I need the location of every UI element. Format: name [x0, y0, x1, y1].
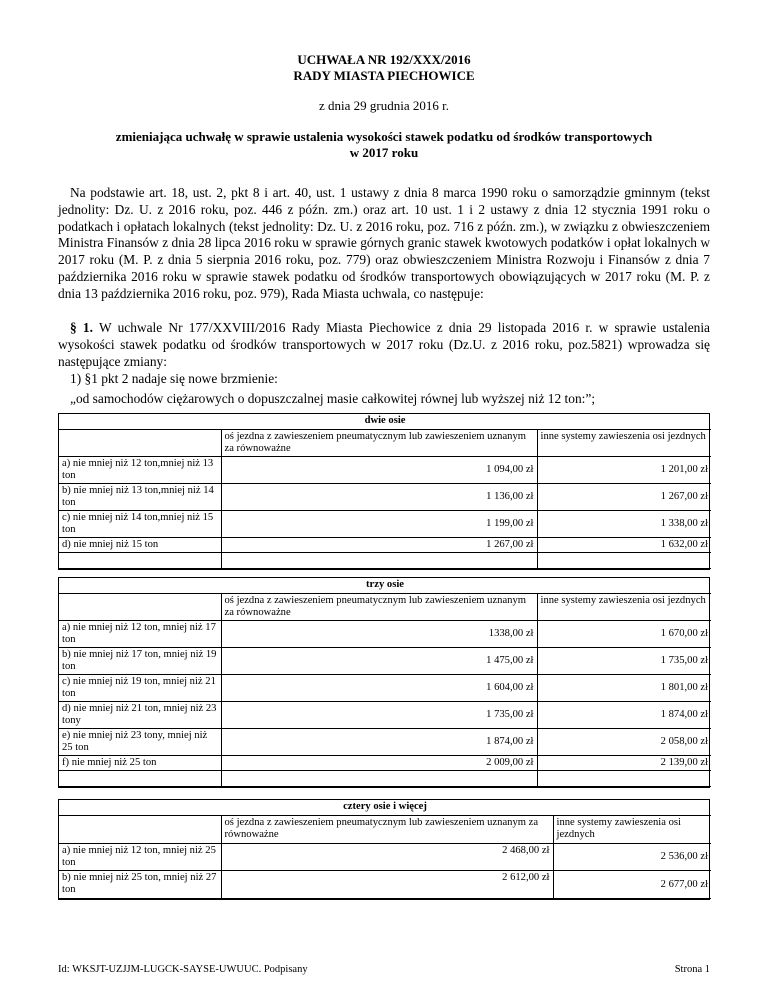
rate-pneumatic: 1 874,00 zł — [221, 729, 537, 756]
subject-line-1: zmieniająca uchwałę w sprawie ustalenia wysokości stawek podatku od środków transportowych — [115, 129, 653, 144]
council-name: RADY MIASTA PIECHOWICE — [293, 68, 475, 83]
paragraph-1 — [58, 320, 710, 370]
row-label: b) nie mniej niż 13 ton,mniej niż 14 ton — [59, 484, 221, 511]
rate-pneumatic: 2 612,00 zł — [221, 871, 553, 899]
point-1: 1) §1 pkt 2 nadaje się nowe brzmienie: — [70, 371, 278, 386]
rate-other: 1 801,00 zł — [537, 675, 711, 702]
table-three-axles — [58, 577, 710, 788]
table-row — [59, 729, 711, 756]
table-heading: dwie osie — [59, 414, 711, 430]
paragraph-1-text: W uchwale Nr 177/XXVIII/2016 Rady Miasta Piechowice z dnia 29 listopada 2016 r. w sprawie ustalenia wysokości stawek podatku od środków transportowych w 2017 roku (Dz.U. z 2016 roku, poz.5821) wprowadza się następujące zmiany: — [58, 320, 711, 369]
row-label: c) nie mniej niż 14 ton,mniej niż 15 ton — [59, 511, 221, 538]
rate-pneumatic: 1 735,00 zł — [221, 702, 537, 729]
spacer-cell — [221, 553, 537, 569]
spacer-cell — [221, 771, 537, 787]
table-two-axles — [58, 413, 710, 570]
table-row — [59, 871, 711, 899]
table-row — [59, 621, 711, 648]
column-header-other: inne systemy zawieszenia osi jezdnych — [553, 816, 711, 844]
rate-pneumatic: 1 267,00 zł — [221, 538, 537, 553]
column-header-other: inne systemy zawieszenia osi jezdnych — [537, 594, 711, 621]
table-four-axles — [58, 799, 710, 900]
table-row — [59, 538, 711, 553]
table-row — [59, 484, 711, 511]
rate-pneumatic: 1 199,00 zł — [221, 511, 537, 538]
rate-other: 1 735,00 zł — [537, 648, 711, 675]
spacer-cell — [59, 553, 221, 569]
column-header-pneumatic: oś jezdna z zawieszeniem pneumatycznym lub zawieszeniem uznanym za równoważne — [221, 816, 553, 844]
table-row — [59, 702, 711, 729]
rate-pneumatic: 2 009,00 zł — [221, 756, 537, 771]
table-row — [59, 457, 711, 484]
column-header-pneumatic: oś jezdna z zawieszeniem pneumatycznym lub zawieszeniem uznanym za równoważne — [221, 430, 537, 457]
spacer-cell — [59, 771, 221, 787]
table-row — [59, 844, 711, 871]
rate-pneumatic: 2 468,00 zł — [221, 844, 553, 871]
row-label: a) nie mniej niż 12 ton,mniej niż 13 ton — [59, 457, 221, 484]
rate-pneumatic: 1338,00 zł — [221, 621, 537, 648]
table-row — [59, 675, 711, 702]
row-label: d) nie mniej niż 15 ton — [59, 538, 221, 553]
rate-pneumatic: 1 136,00 zł — [221, 484, 537, 511]
quoted-text: „od samochodów ciężarowych o dopuszczalnej masie całkowitej równej lub wyższej niż 12 ton:”; — [70, 391, 596, 406]
row-label: b) nie mniej niż 17 ton, mniej niż 19 ton — [59, 648, 221, 675]
rate-other: 2 058,00 zł — [537, 729, 711, 756]
rate-other: 2 139,00 zł — [537, 756, 711, 771]
table-row — [59, 511, 711, 538]
preamble-paragraph: Na podstawie art. 18, ust. 2, pkt 8 i art. 40, ust. 1 ustawy z dnia 8 marca 1990 roku o samorządzie gminnym (tekst jednolity: Dz. U. z 2016 roku, poz. 446 z późn. zm.) oraz art. 10 ust. 1 i 2 ustawy z dnia 12 stycznia 1991 roku o podatkach i opłatach lokalnych (tekst jednolity: Dz. U. z 2016 roku, poz. 716 z późn. zm.), w związku z obwieszczeniem Ministra Finansów z dnia 28 lipca 2016 roku w sprawie górnych granic stawek kwotowych podatków i opłat lokalnych w 2017 roku (M. P. z dnia 5 sierpnia 2016 roku, poz. 779) oraz obwieszczeniem Ministra Rozwoju i Finansów z dnia 7 października 2016 roku w sprawie stawek podatku od środków transportowych obowiązujących w 2017 roku (M. P. z dnia 13 października 2016 roku, poz. 979), Rada Miasta uchwala, co następuje: — [58, 185, 710, 301]
row-label: a) nie mniej niż 12 ton, mniej niż 25 ton — [59, 844, 221, 871]
row-label: c) nie mniej niż 19 ton, mniej niż 21 ton — [59, 675, 221, 702]
rate-pneumatic: 1 604,00 zł — [221, 675, 537, 702]
header-cell-empty — [59, 816, 221, 844]
row-label: e) nie mniej niż 23 tony, mniej niż 25 ton — [59, 729, 221, 756]
rate-other: 1 874,00 zł — [537, 702, 711, 729]
header-cell-empty — [59, 594, 221, 621]
row-label: b) nie mniej niż 25 ton, mniej niż 27 ton — [59, 871, 221, 899]
row-label: a) nie mniej niż 12 ton, mniej niż 17 ton — [59, 621, 221, 648]
page-number: Strona 1 — [674, 964, 710, 975]
paragraph-1-label: § 1. — [70, 320, 93, 335]
subject-line-2: w 2017 roku — [349, 145, 419, 160]
table-heading: trzy osie — [59, 578, 711, 594]
row-label: d) nie mniej niż 21 ton, mniej niż 23 tony — [59, 702, 221, 729]
rate-pneumatic: 1 094,00 zł — [221, 457, 537, 484]
header-cell-empty — [59, 430, 221, 457]
document-id: Id: WKSJT-UZJJM-LUGCK-SAYSE-UWUUC. Podpisany — [58, 964, 308, 975]
spacer-cell — [537, 553, 711, 569]
rate-other: 1 201,00 zł — [537, 457, 711, 484]
rate-other: 2 677,00 zł — [553, 871, 711, 899]
column-header-pneumatic: oś jezdna z zawieszeniem pneumatycznym lub zawieszeniem uznanym za równoważne — [221, 594, 537, 621]
rate-other: 2 536,00 zł — [553, 844, 711, 871]
rate-other: 1 670,00 zł — [537, 621, 711, 648]
spacer-cell — [537, 771, 711, 787]
table-row — [59, 756, 711, 771]
rate-other: 1 338,00 zł — [537, 511, 711, 538]
rate-other: 1 632,00 zł — [537, 538, 711, 553]
rate-pneumatic: 1 475,00 zł — [221, 648, 537, 675]
rate-other: 1 267,00 zł — [537, 484, 711, 511]
table-row — [59, 648, 711, 675]
resolution-number: UCHWAŁA NR 192/XXX/2016 — [297, 52, 471, 67]
resolution-date: z dnia 29 grudnia 2016 r. — [319, 98, 449, 113]
table-heading: cztery osie i więcej — [59, 800, 711, 816]
row-label: f) nie mniej niż 25 ton — [59, 756, 221, 771]
column-header-other: inne systemy zawieszenia osi jezdnych — [537, 430, 711, 457]
